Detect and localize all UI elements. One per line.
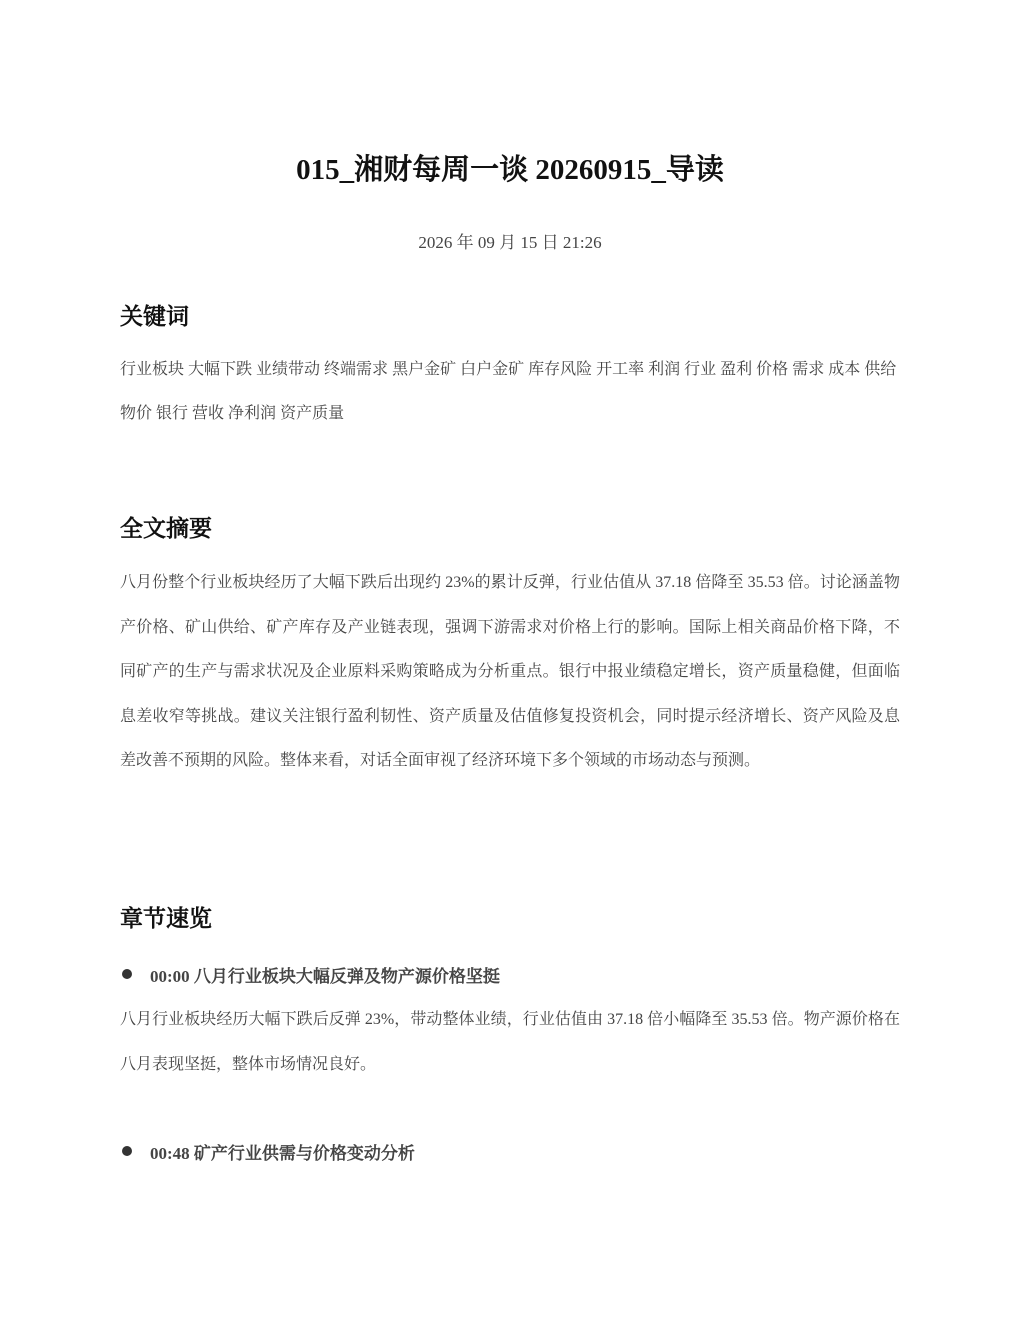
keywords-list [120,348,900,436]
keyword: 净利润 [228,405,277,422]
keyword: 银行 [156,405,189,422]
keyword: 盈利 [720,361,753,378]
chapter-time: 00:48 [150,1143,190,1163]
chapter-time: 00:00 [150,966,190,986]
bullet-icon [122,1146,132,1156]
chapter-title [150,1139,415,1164]
keyword: 供给 [864,361,897,378]
keywords-heading: 关键词 [120,304,189,329]
chapters-heading: 章节速览 [120,906,212,931]
bullet-icon [122,969,132,979]
chapter-header [120,961,900,987]
keyword: 成本 [828,361,861,378]
chapter-title-text: 八月行业板块大幅反弹及物产源价格坚挺 [193,966,500,986]
chapter-item [120,961,900,987]
chapter-item [120,1138,900,1164]
chapter-text: 八月行业板块经历大幅下跌后反弹 23%，带动整体业绩，行业估值由 37.18 倍小幅降至 35.53 倍。物产源价格在八月表现坚挺，整体市场情况良好。 [120,1011,900,1073]
chapter-header [120,1138,900,1164]
chapter-title-text: 矿产行业供需与价格变动分析 [193,1143,415,1163]
keyword: 业绩带动 [256,361,321,378]
keyword: 库存风险 [528,361,593,378]
keyword: 行业 [684,361,717,378]
keyword: 利润 [648,361,681,378]
keyword: 营收 [192,405,225,422]
keyword: 需求 [792,361,825,378]
document-date: 2026 年 09 月 15 日 21:26 [418,233,602,252]
keyword: 行业板块 [120,361,185,378]
document-title: 015_湘财每周一谈 20260915_导读 [296,154,724,186]
keyword: 白户金矿 [460,361,525,378]
chapter-title [150,962,500,987]
summary-heading: 全文摘要 [120,516,212,541]
keyword: 终端需求 [324,361,389,378]
keyword: 开工率 [596,361,645,378]
keyword: 物价 [120,405,153,422]
keyword: 资产质量 [280,405,345,422]
keyword: 大幅下跌 [188,361,253,378]
keyword: 价格 [756,361,789,378]
summary-text: 八月份整个行业板块经历了大幅下跌后出现约 23%的累计反弹，行业估值从 37.18 倍降至 35.53 倍。讨论涵盖物产价格、矿山供给、矿产库存及产业链表现，强调下游需求对价格上行的影响。国际上相关商品价格下降，不同矿产的生产与需求状况及企业原料采购策略成为分析重点。银行中报业绩稳定增长，资产质量稳健，但面临息差收窄等挑战。建议关注银行盈利韧性、资产质量及估值修复投资机会，同时提示经济增长、资产风险及息差改善不预期的风险。整体来看，对话全面审视了经济环境下多个领域的市场动态与预测。 [120,574,900,769]
keyword: 黑户金矿 [392,361,457,378]
